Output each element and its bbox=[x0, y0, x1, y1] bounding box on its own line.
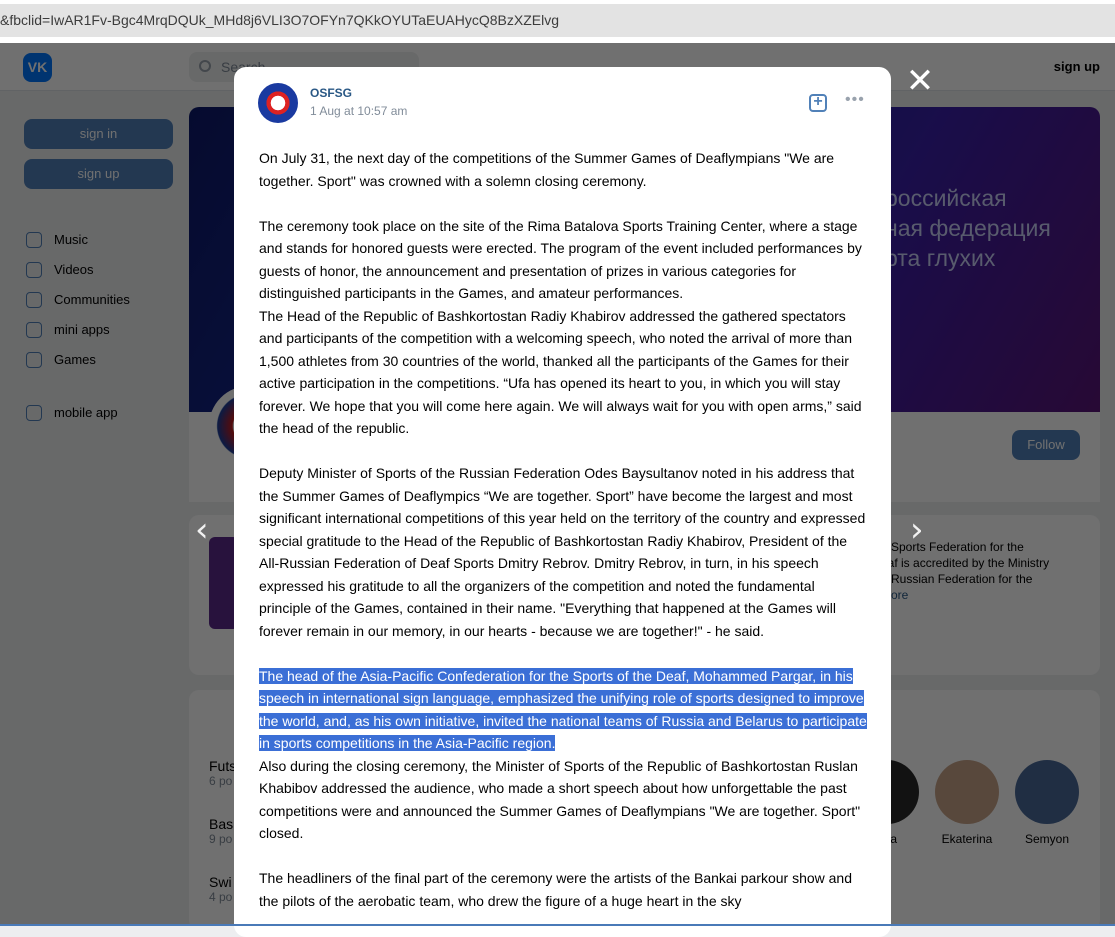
chevron-left-icon[interactable]: ‹ bbox=[195, 510, 209, 550]
post-date[interactable]: 1 Aug at 10:57 am bbox=[310, 104, 408, 118]
url-field[interactable]: &fbclid=IwAR1Fv-Bgc4MrqDQUk_MHd8j6VLI3O7OFYn7QKkOYUTaEUAHycQ8BzXZElvg bbox=[0, 4, 1115, 37]
post-author[interactable]: OSFSG bbox=[310, 86, 353, 100]
post-paragraph: The headliners of the final part of the ceremony were the artists of the Bankai parkour show and the pilots of the aerobatic team, who drew the figure of a huge heart in the sky bbox=[259, 870, 852, 909]
post-paragraph-highlighted bbox=[259, 665, 869, 755]
post-paragraph: Deputy Minister of Sports of the Russian Federation Odes Baysultanov noted in his address that the Summer Games of Deaflympics “We are together. Sport” have become the largest and most significant international competitions of this year held on the territory of the country and expressed special gratitude to the Head of the Republic of Bashkortostan Radiy Khabirov, President of the All-Russian Federation of Deaf Sports Dmitry Rebrov. Dmitry Rebrov, in turn, in his speech expressed his gratitude to all the organizers of the competition and noted the fundamental principle of the Games, contained in their name. "Everything that happened at the Games will forever remain in our memory, in our hearts - because we are together!" - he said. bbox=[259, 465, 866, 639]
post-paragraph: Also during the closing ceremony, the Minister of Sports of the Republic of Bashkortostan Ruslan Khabibov addressed the audience, who made a short speech about how unforgettable the past competitions were and announced the Summer Games of Deaflympians "We are together. Sport" closed. bbox=[259, 757, 861, 841]
selected-text: The head of the Asia-Pacific Confederation for the Sports of the Deaf, Mohammed Pargar, in his speech in international sign language, emphasized the unifying role of sports designed to improve the world, and, as his own initiative, invited the national teams of Russia and Belarus to participate in sports competitions in the Asia-Pacific region. bbox=[259, 667, 867, 751]
chevron-right-icon[interactable]: › bbox=[910, 510, 924, 550]
post-paragraph: On July 31, the next day of the competitions of the Summer Games of Deaflympians "We are together. Sport" was crowned with a solemn closing ceremony. bbox=[259, 150, 835, 189]
post-text bbox=[259, 147, 869, 912]
post-paragraph: The ceremony took place on the site of the Rima Batalova Sports Training Center, where a stage and stands for honored guests were erected. The program of the event included performances by guests of honor, the announcement and presentation of prizes in various categories for distinguished participants in the Games, and amateur performances. bbox=[259, 217, 862, 301]
add-icon[interactable]: + bbox=[809, 94, 827, 112]
post-paragraph: The Head of the Republic of Bashkortostan Radiy Khabirov addressed the gathered spectators and participants of the competition with a welcoming speech, who noted the arrival of more than 1,500 athletes from 30 countries of the world, thanked all the participants of the Games for their active participation in the competitions. “Ufa has opened its heart to you, in which you will stay forever. We hope that you will come here again. We will always wait for you with open arms,” said the head of the republic. bbox=[259, 307, 862, 436]
post-modal bbox=[234, 67, 891, 937]
close-icon[interactable]: ✕ bbox=[905, 61, 935, 101]
more-options-icon[interactable]: ••• bbox=[845, 91, 865, 108]
browser-url-bar bbox=[0, 0, 1115, 43]
author-avatar[interactable] bbox=[258, 83, 298, 123]
